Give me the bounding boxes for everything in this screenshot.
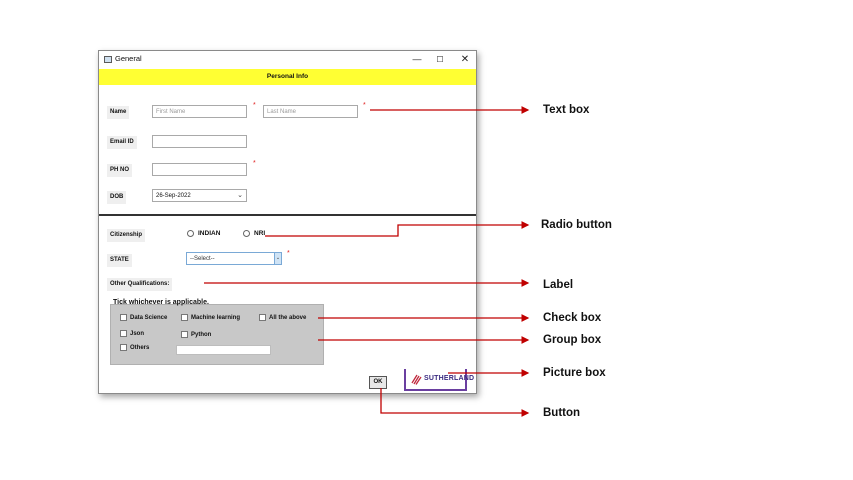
state-label: STATE [107, 254, 132, 267]
radio-indian-label: INDIAN [198, 230, 221, 238]
maximize-button[interactable]: ☐ [436, 55, 444, 64]
radio-nri-label: NRI [254, 230, 266, 238]
personal-info-header: Personal Info [99, 69, 476, 85]
annotation-button: Button [543, 407, 581, 419]
close-button[interactable]: ✕ [460, 54, 470, 65]
logo-text: SUTHERLAND [424, 375, 475, 382]
arrow-button [381, 388, 528, 413]
chevron-down-icon[interactable]: ⌄ [274, 253, 281, 264]
checkbox-label: Machine learning [191, 315, 241, 322]
checkbox-label: Data Science [130, 315, 168, 322]
last-name-input[interactable]: Last Name [263, 105, 358, 118]
dob-label: DOB [107, 191, 126, 204]
phone-label: PH NO [107, 164, 132, 177]
minimize-button[interactable]: — [412, 54, 422, 64]
annotation-label: Label [543, 279, 574, 291]
arrow-radio-button [265, 225, 528, 236]
annotation-picture-box: Picture box [543, 367, 606, 379]
state-value: --Select-- [190, 256, 215, 262]
phone-required-marker: * [253, 160, 256, 167]
window-title: General [115, 54, 142, 63]
last-name-required-marker: * [363, 102, 366, 109]
checkbox-label: Python [191, 332, 212, 339]
first-name-input[interactable]: First Name [152, 105, 247, 118]
other-qualifications-label: Other Qualifications: [107, 278, 172, 291]
checkbox-label: All the above [269, 315, 307, 322]
group-box-title: Tick whichever is applicable. [113, 299, 209, 306]
chevron-down-icon: ⌄ [237, 192, 243, 199]
first-name-required-marker: * [253, 102, 256, 109]
citizenship-label: Citizenship [107, 229, 145, 242]
annotation-radio-button: Radio button [541, 219, 612, 231]
dob-value: 26-Sep-2022 [156, 193, 191, 199]
email-label: Email ID [107, 136, 137, 149]
checkbox-label: Others [130, 345, 150, 352]
ok-button[interactable]: OK [369, 376, 387, 389]
state-required-marker: * [287, 250, 290, 257]
annotation-check-box: Check box [543, 312, 602, 324]
checkbox-label: Json [130, 331, 145, 338]
annotation-text-box: Text box [543, 104, 590, 116]
annotation-group-box: Group box [543, 334, 602, 346]
name-label: Name [107, 106, 129, 119]
